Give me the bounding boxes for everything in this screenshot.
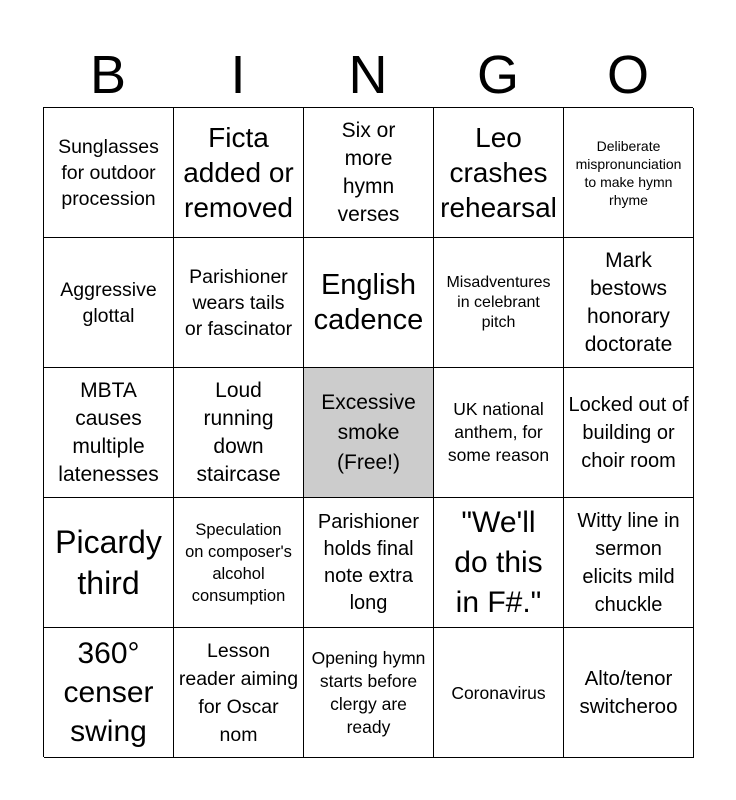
cell-text: Lesson reader aiming for Oscar nom [178,639,299,746]
bingo-cell-r4c5[interactable] [564,498,694,628]
bingo-cell-free[interactable] [304,368,434,498]
cell-text: Mark bestows honorary doctorate [584,248,673,356]
bingo-cell-r5c1[interactable] [44,628,174,758]
bingo-cell-r5c2[interactable] [174,628,304,758]
bingo-cell-r3c4[interactable] [434,368,564,498]
bingo-cell-r2c3[interactable] [304,238,434,368]
cell-text: "We'll do this in F#." [454,505,543,619]
header-letter-i: I [230,44,246,105]
header-letter-o: O [606,44,649,105]
cell-text: Sunglasses for outdoor procession [58,135,159,210]
bingo-cell-r2c4[interactable] [434,238,564,368]
cell-text: Locked out of building or choir room [568,393,689,472]
cell-text: Speculation on composer's alcohol consumption [185,520,292,605]
bingo-cell-r5c3[interactable] [304,628,434,758]
bingo-cell-r3c1[interactable] [44,368,174,498]
bingo-cell-r2c1[interactable] [44,238,174,368]
bingo-cell-r1c2[interactable] [174,108,304,238]
cell-text: Aggressive glottal [60,278,157,327]
bingo-cell-r2c5[interactable] [564,238,694,368]
bingo-cell-r1c3[interactable] [304,108,434,238]
cell-text: UK national anthem, for some reason [447,399,550,465]
cell-text: Excessive smoke (Free!) [321,390,416,474]
bingo-cell-r3c2[interactable] [174,368,304,498]
bingo-header [43,40,693,107]
header-letter-n: N [348,44,388,105]
bingo-cell-r5c5[interactable] [564,628,694,758]
bingo-board [43,107,693,757]
cell-text: Picardy third [55,523,162,601]
cell-text: Alto/tenor switcheroo [579,666,678,718]
bingo-cell-r5c4[interactable] [434,628,564,758]
cell-text: Deliberate mispronunciation to make hymn rhyme [575,137,682,208]
cell-text: Leo crashes rehearsal [440,122,557,223]
cell-text: Opening hymn starts before clergy are ready [311,647,426,737]
cell-text: English cadence [313,268,424,336]
bingo-cell-r1c4[interactable] [434,108,564,238]
header-letter-b: B [89,44,127,105]
bingo-cell-r1c1[interactable] [44,108,174,238]
cell-text: Loud running down staircase [196,378,281,486]
bingo-cell-r4c2[interactable] [174,498,304,628]
bingo-cell-r3c5[interactable] [564,368,694,498]
cell-text: MBTA causes multiple latenesses [58,378,159,486]
cell-text: Coronavirus [451,682,546,703]
header-letter-g: G [476,44,519,105]
cell-text: Ficta added or removed [183,122,294,223]
cell-text: Witty line in sermon elicits mild chuckle [577,509,680,616]
cell-text: Parishioner holds final note extra long [317,510,420,614]
cell-text: 360° censer swing [63,637,154,748]
bingo-cell-r4c1[interactable] [44,498,174,628]
cell-text: Six or more hymn verses [337,118,400,226]
bingo-cell-r4c4[interactable] [434,498,564,628]
bingo-cell-r4c3[interactable] [304,498,434,628]
cell-text: Parishioner wears tails or fascinator [184,265,293,340]
bingo-cell-r1c5[interactable] [564,108,694,238]
cell-text: Misadventures in celebrant pitch [446,273,551,331]
bingo-cell-r2c2[interactable] [174,238,304,368]
